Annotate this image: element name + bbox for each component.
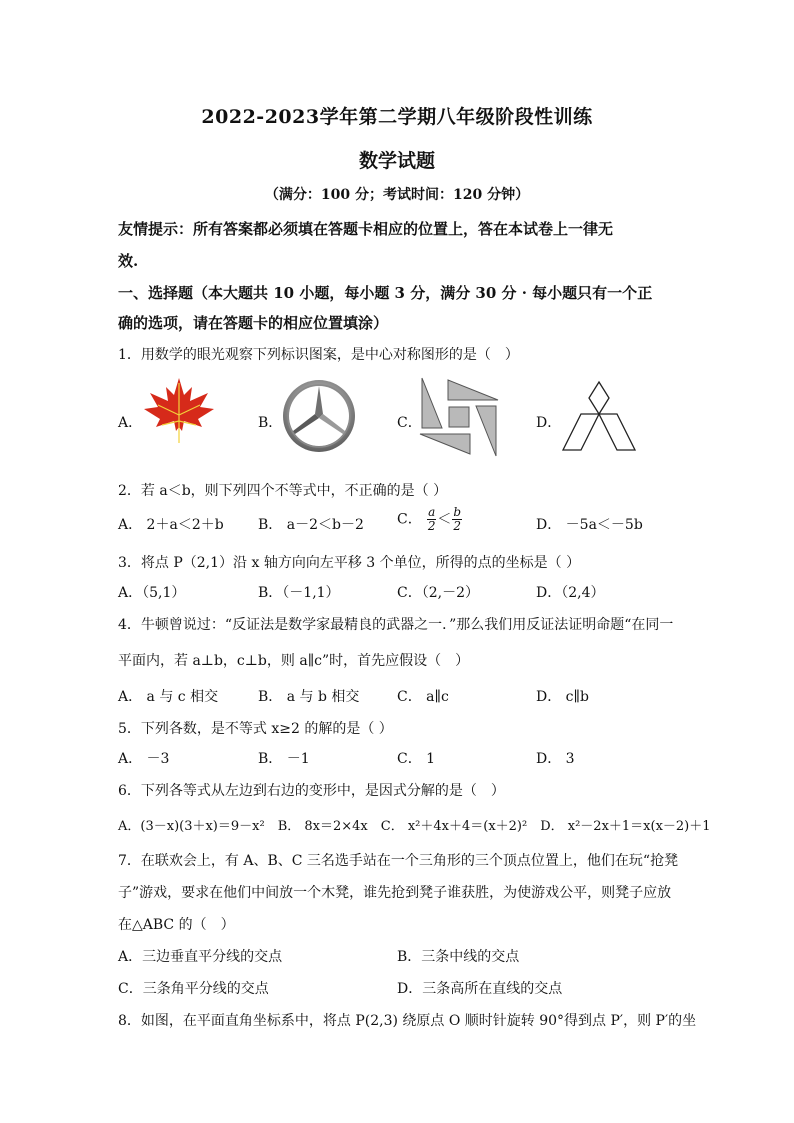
notice-line-2: 效. [118, 252, 139, 270]
q4-line-1: 4．牛顿曾说过：“反证法是数学家最精良的武器之一．”那么我们用反证法证明命题“在同一 [118, 617, 674, 633]
star-ring-logo-image [280, 377, 358, 455]
q1-label-a: A． [118, 415, 143, 431]
q2-option-d: D． －5a＜－5b [536, 517, 643, 533]
q4-option-d: D． c∥b [536, 689, 589, 705]
q5-option-d: D． 3 [536, 751, 575, 767]
q3-option-a: A．（5,1） [118, 585, 186, 601]
q7-line-2: 子”游戏，要求在他们中间放一个木凳，谁先抢到凳子谁获胜，为使游戏公平，则凳子应放 [118, 885, 672, 901]
q3-stem: 3．将点 P（2,1）沿 x 轴方向向左平移 3 个单位，所得的点的坐标是（ ） [118, 555, 581, 571]
section-heading-line-1: 一、选择题（本大题共 10 小题，每小题 3 分，满分 30 分 · 每小题只有一个正 [118, 284, 653, 302]
q7-option-a: A．三边垂直平分线的交点 [118, 949, 283, 965]
pinwheel-shape-image [418, 376, 500, 458]
exam-title: 2022-2023学年第二学期八年级阶段性训练 [201, 106, 593, 128]
q6-options: A．(3－x)(3＋x)＝9－x² B． 8x＝2×4x C． x²＋4x＋4＝(x＋2)² D． x²－2x＋1＝x(x－2)＋1 [118, 819, 711, 834]
q1-label-c: C． [397, 415, 422, 431]
maple-leaf-image [140, 375, 218, 445]
three-rhombus-image [558, 378, 640, 454]
q4-option-a: A． a 与 c 相交 [118, 689, 219, 705]
q6-stem: 6．下列各等式从左边到右边的变形中，是因式分解的是（ ） [118, 783, 505, 799]
q1-stem: 1．用数学的眼光观察下列标识图案，是中心对称图形的是（ ） [118, 347, 519, 363]
q2-option-b: B． a－2＜b－2 [258, 517, 364, 533]
q4-option-b: B． a 与 b 相交 [258, 689, 360, 705]
q1-label-b: B． [258, 415, 283, 431]
fraction-b-den: 2 [453, 519, 461, 533]
q4-option-c: C． a∥c [397, 689, 449, 705]
q5-option-c: C． 1 [397, 751, 436, 767]
q2-option-c [397, 506, 463, 533]
q2-option-c-label: C． [397, 511, 422, 528]
fraction-a-num: a [428, 505, 436, 519]
q7-line-1: 7．在联欢会上，有 A、B、C 三名选手站在一个三角形的三个顶点位置上，他们在玩“抢凳 [118, 853, 679, 869]
q3-option-c: C．（2,－2） [397, 585, 479, 601]
q2-stem: 2．若 a＜b，则下列四个不等式中，不正确的是（ ） [118, 483, 448, 499]
fraction-a-over-2 [427, 506, 436, 533]
q3-option-b: B．（－1,1） [258, 585, 340, 601]
section-heading-line-2: 确的选项，请在答题卡的相应位置填涂） [118, 314, 389, 332]
q7-option-d: D．三条高所在直线的交点 [397, 981, 563, 997]
q7-option-c: C．三条角平分线的交点 [118, 981, 269, 997]
q5-option-a: A． －3 [118, 751, 170, 767]
exam-meta: （满分：100 分；考试时间：120 分钟） [264, 187, 530, 203]
fraction-relation: ＜ [437, 511, 452, 528]
q8-line-1: 8．如图，在平面直角坐标系中，将点 P(2,3) 绕原点 O 顺时针旋转 90°得到点 P′，则 P′的坐 [118, 1013, 697, 1029]
q7-line-3: 在△ABC 的（ ） [118, 917, 235, 933]
q4-line-2: 平面内，若 a⊥b，c⊥b，则 a∥c”时，首先应假设（ ） [118, 653, 470, 669]
q3-option-d: D．（2,4） [536, 585, 605, 601]
fraction-b-over-2 [452, 506, 462, 533]
q2-option-a: A． 2＋a＜2＋b [118, 517, 224, 533]
notice-line-1: 友情提示：所有答案都必须填在答题卡相应的位置上，答在本试卷上一律无 [118, 220, 614, 238]
q1-label-d: D． [536, 415, 562, 431]
fraction-a-den: 2 [427, 519, 436, 533]
q5-option-b: B． －1 [258, 751, 310, 767]
fraction-b-num: b [453, 505, 462, 519]
q5-stem: 5．下列各数，是不等式 x≥2 的解的是（ ） [118, 721, 393, 737]
exam-subtitle: 数学试题 [358, 150, 435, 172]
q7-option-b: B．三条中线的交点 [397, 949, 520, 965]
